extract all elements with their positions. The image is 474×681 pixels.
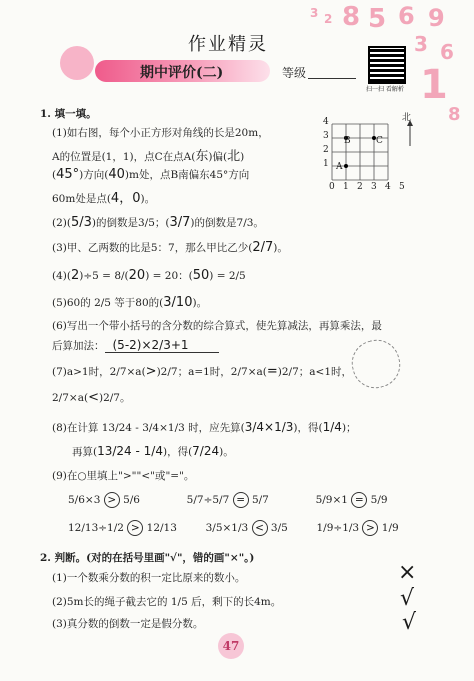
grid-y-tick: 1 xyxy=(323,159,329,169)
qr-caption: 扫一扫 看解析 xyxy=(366,86,404,93)
q7-line2: 2/7×a(<)2/7。 xyxy=(52,390,131,405)
grid-x-tick: 3 xyxy=(371,182,377,192)
judge-2: (2)5m长的绳子截去它的 1/5 后，剩下的长4m。 xyxy=(52,596,282,608)
q9-circle-answer: = xyxy=(233,492,249,508)
q7-line1: (7)a>1时，2/7×a(>)2/7；a=1时，2/7×a(=)2/7；a<1时， xyxy=(52,364,353,379)
grid-point-label: A xyxy=(336,162,343,172)
judge-3-answer: √ xyxy=(402,610,417,635)
q6-line2: 后算加法： (5-2)×2/3+1 xyxy=(52,338,219,353)
grid-y-tick: 2 xyxy=(323,145,329,155)
stamp-icon xyxy=(347,335,406,394)
section1-heading: 1. 填一填。 xyxy=(40,108,97,120)
q4: (4)(2)÷5 = 8/(20) = 20：(50) = 2/5 xyxy=(52,268,246,283)
judge-1-answer: × xyxy=(398,560,417,585)
deco-digit: 2 xyxy=(324,12,333,26)
q8-line2: 再算(13/24 - 1/4)，得(7/24)。 xyxy=(72,444,234,458)
q1-line2: A的位置是(1，1)，点C在点A(东)偏(北) xyxy=(52,149,245,164)
grid-y-tick: 4 xyxy=(323,117,329,127)
q3: (3)甲、乙两数的比是5：7，那么甲比乙少(2/7)。 xyxy=(52,240,288,255)
grid-compass-label: 北 xyxy=(402,113,412,123)
deco-digit: 6 xyxy=(398,2,415,30)
grid-x-tick: 5 xyxy=(399,182,405,192)
grid-x-tick: 1 xyxy=(343,182,349,192)
grid-y-tick: 3 xyxy=(323,131,329,141)
q6-line1: (6)写出一个带小括号的含分数的综合算式，使先算减法，再算乘法，最 xyxy=(52,320,382,332)
deco-digit: 9 xyxy=(428,4,445,32)
q9-circle-answer: = xyxy=(351,492,367,508)
q9-circle-answer: > xyxy=(362,520,378,536)
grid-x-tick: 4 xyxy=(385,182,391,192)
q9-circle-answer: > xyxy=(127,520,143,536)
q1-line3: (45°)方向(40)m处，点B南偏东45°方向 xyxy=(52,167,250,182)
q9-circle-answer: > xyxy=(104,492,120,508)
q1-line1: (1)如右图，每个小正方形对角线的长是20m， xyxy=(52,127,269,139)
q6-answer: (5-2)×2/3+1 xyxy=(105,338,219,353)
banner-title: 期中评价(二) xyxy=(140,65,224,81)
q8-line1: (8)在计算 13/24 - 3/4×1/3 时，应先算(3/4×1/3)，得(1/4)； xyxy=(52,420,357,434)
deco-digit: 3 xyxy=(310,6,319,20)
grid-point-label: B xyxy=(344,136,351,146)
q9-row1: 5/6×3 > 5/6 5/7÷5/7 = 5/7 5/9×1 = 5/9 xyxy=(68,494,388,506)
handwritten-title: 作业精灵 xyxy=(188,34,268,55)
q9-row2: 12/13÷1/2 > 12/13 3/5×1/3 < 3/5 1/9÷1/3 > 1/9 xyxy=(68,522,399,534)
judge-2-answer: √ xyxy=(400,586,415,611)
section2-heading: 2. 判断。(对的在括号里画"√"，错的画"×"。) xyxy=(40,552,255,564)
grid-x-tick: 2 xyxy=(357,182,363,192)
q2: (2)(5/3)的倒数是3/5；(3/7)的倒数是7/3。 xyxy=(52,215,264,230)
deco-digit: 8 xyxy=(342,2,361,32)
deco-digit: 6 xyxy=(440,40,454,64)
grade-blank xyxy=(308,78,356,79)
judge-1: (1)一个数乘分数的积一定比原来的数小。 xyxy=(52,572,246,584)
deco-digit: 8 xyxy=(448,104,461,125)
grid-x-tick: 0 xyxy=(329,182,335,192)
mascot-icon xyxy=(60,46,94,80)
q1-line4: 60m处是点(4，0)。 xyxy=(52,191,156,206)
deco-digit: 3 xyxy=(414,32,428,56)
qr-code-icon[interactable] xyxy=(368,46,406,84)
q5: (5)60的 2/5 等于80的(3/10)。 xyxy=(52,295,208,310)
deco-digit: 5 xyxy=(368,4,387,34)
deco-digit: 1 xyxy=(420,62,448,108)
judge-3: (3)真分数的倒数一定是假分数。 xyxy=(52,618,204,630)
grade-label: 等级 xyxy=(282,66,307,80)
q9-circle-answer: < xyxy=(252,520,268,536)
page-number: 47 xyxy=(218,633,244,659)
watermark xyxy=(30,400,450,500)
grid-point-label: C xyxy=(376,136,383,146)
q9-heading: (9)在○里填上">""<"或"="。 xyxy=(52,470,195,482)
